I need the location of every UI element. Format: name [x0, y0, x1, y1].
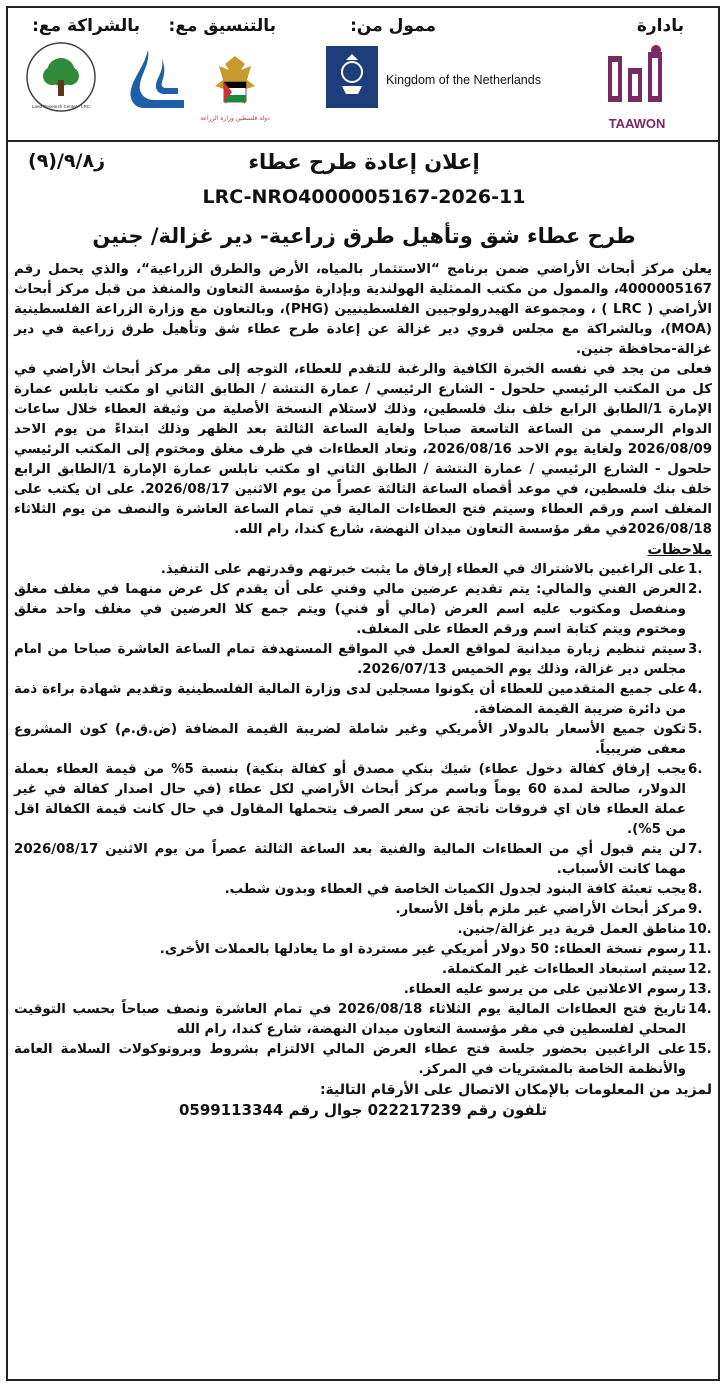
netherlands-wordmark: Kingdom of the Netherlands [386, 73, 541, 87]
funded-by-label: ممول من: [350, 16, 436, 36]
announcement-body [14, 260, 712, 1120]
header-divider [8, 140, 720, 142]
partnership-label: بالشراكة مع: [32, 16, 140, 36]
tender-code: LRC-NRO4000005167-2026-11 [202, 186, 526, 208]
reference-number: ز٩/٨/(٩) [28, 150, 106, 172]
note-item: 10. مناطق العمل قرية دير غزالة/جنين. [457, 922, 712, 937]
lrc-logo [24, 40, 98, 114]
announcement-title: إعلان إعادة طرح عطاء [248, 150, 480, 174]
phone-numbers: تلفون رقم 022217239 جوال رقم 0599113344 [178, 1101, 547, 1119]
note-item: 4. على جميع المتقدمين للعطاء أن يكونوا مسجلين لدى وزارة المالية الفلسطينية وتقديم شهادة براءة ذمة من دائرة ضريبة القيمة المضافة. [14, 682, 703, 717]
water-group-logo [128, 44, 190, 112]
note-item: 14. تاريخ فتح العطاءات المالية يوم الثلاثاء 2026/08/18 في تمام العاشرة ونصف صباحاً بحسب التوقيت المحلي لفلسطين في مقر مؤسسة التعاون ميدان النهضة، شارع كندا، رام الله [14, 1002, 712, 1037]
note-item: 5. تكون جميع الأسعار بالدولار الأمريكي وغير شاملة لضريبة القيمة المضافة (ض.ق.م) كون المشروع معفى ضريبياً. [14, 722, 703, 757]
notes-list [14, 560, 712, 1080]
ministry-of-agriculture-logo [198, 52, 272, 132]
note-item: 11. رسوم نسخة العطاء: 50 دولار أمريكي غير مستردة او ما يعادلها بالعملات الأخرى. [159, 942, 712, 957]
note-item: 15. على الراغبين بحضور جلسة فتح عطاء العرض المالي الالتزام بشروط وبروتوكولات السلامة العامة والأنظمة الخاصة بالمشتريات في المركز. [14, 1042, 712, 1077]
ministry-wordmark: دولة فلسطين وزارة الزراعة [200, 115, 270, 122]
note-item: 13. رسوم الاعلانين على من يرسو عليه العطاء. [403, 982, 712, 997]
note-item: 8. يجب تعبئة كافة البنود لجدول الكميات الخاصة في العطاء وبدون شطب. [224, 882, 703, 897]
instructions-paragraph: فعلى من يجد في نفسه الخبرة الكافية والرغبة للتقدم للعطاء، التوجه إلى مقر مركز أبحاث الأراضي في كل من المكتب الرئيسي حلحول - الشارع الرئيسي / عمارة النتشة / الطابق الثاني او مكتب نابلس عمارة الإمارة 1/الطابق الرابع خلف بنك فلسطين، وذلك لاستلام النسخة الأصلية من وثيقة العطاء خلال ساعات الدوام الرسمي من الساعة التاسعة صباحا ولغاية الساعة الثالثة بعد الظهر وذلك ابتداءً من يوم الاحد 2026/08/09 ولغاية يوم الاحد 2026/08/16، وتعاد العطاءات في ظرف مغلق ومختوم إلى المكتب الرئيسي حلحول - الشارع الرئيسي / عمارة النتشة / الطابق الثاني او مكتب نابلس عمارة الإمارة 1/الطابق الرابع خلف بنك فلسطين، في موعد أقصاه الساعة الثالثة عصراً من يوم الاثنين 2026/08/17. على ان يكتب على المغلف اسم ورقم العطاء وسيتم فتح العطاءات المالية في تمام الساعة العاشرة والنصف من يوم الثلاثاء 2026/08/18في مقر مؤسسة التعاون ميدان النهضة، شارع كندا، رام الله. [14, 362, 713, 537]
netherlands-logo [326, 46, 566, 108]
note-item: 1. على الراغبين بالاشتراك في العطاء إرفاق ما يثبت خبرتهم وقدرتهم على التنفيذ. [160, 562, 703, 577]
lrc-wordmark: Land Research Center - LRC [31, 104, 91, 109]
note-item: 6. يجب إرفاق كفالة دخول عطاء) شيك بنكي مصدق أو كفالة بنكية) بنسبة 5% من قيمة العطاء بعملة الدولار، صالحة لمدة 60 يوماً وباسم مركز أبحاث الأراضي لكل عطاء (في حال اصدار كفالة في غير عملة العطاء فان اي فروقات ناتجة عن سعر الصرف يتحملها المقاول في حال كانت قيمة الكفالة اقل من 5%). [14, 762, 703, 837]
notes-heading: ملاحظات [647, 542, 712, 558]
note-item: 7. لن يتم قبول أي من العطاءات المالية والفنية بعد الساعة الثالثة عصراً من يوم الاثنين 2026/08/17 مهما كانت الأسباب. [14, 842, 703, 877]
contact-intro: لمزيد من المعلومات بالإمكان الاتصال على الأرقام التالية: [319, 1082, 712, 1098]
note-item: 12. سيتم استبعاد العطاءات غير المكتملة. [442, 962, 712, 977]
taawon-wordmark: TAAWON [608, 116, 666, 131]
intro-paragraph: يعلن مركز أبحاث الأراضي ضمن برنامج “الاستثمار بالمياه، الأرض والطرق الزراعية“، والذي يحمل رقم 4000005167، والممول من مكتب الممثلية الهولندية وبإدارة مؤسسة التعاون والمنفذ من قبل مركز أبحاث الأراضي ( LRC ) ، ومجموعة الهيدرولوجيين الفلسطينيين (PHG)، وبالتعاون مع وزارة الزراعة الفلسطينية (MOA)، وبالشراكة مع مجلس قروي دير غزالة عن إعادة طرح عطاء شق وتأهيل طرق زراعية في دير غزالة-محافظة جنين. [14, 262, 713, 357]
note-item: 3. سيتم تنظيم زيارة ميدانية لمواقع العمل في المواقع المستهدفة تمام الساعة العاشرة صباحا من امام مجلس دير غزالة، وذلك يوم الخميس 2026/07/13. [14, 642, 703, 677]
sponsors-header [0, 0, 728, 140]
tender-subtitle: طرح عطاء شق وتأهيل طرق زراعية- دير غزالة/ جنين [92, 224, 636, 248]
managed-by-label: بادارة [636, 16, 684, 36]
note-item: 2. العرض الفني والمالي: يتم تقديم عرضين مالي وفني على أن يقدم كل عرض منهما في مغلف مغلق ومنفصل ومكتوب عليه اسم العرض (مالي أو فني) ويتم جمع كلا العرضين في مغلف واحد مغلق ومختوم ويتم كتابة اسم ورقم العطاء على المغلف. [14, 582, 703, 637]
taawon-logo [594, 42, 680, 132]
note-item: 9. مركز أبحاث الأراضي غير ملزم بأقل الأسعار. [395, 902, 703, 917]
coordination-label: بالتنسيق مع: [168, 16, 276, 36]
